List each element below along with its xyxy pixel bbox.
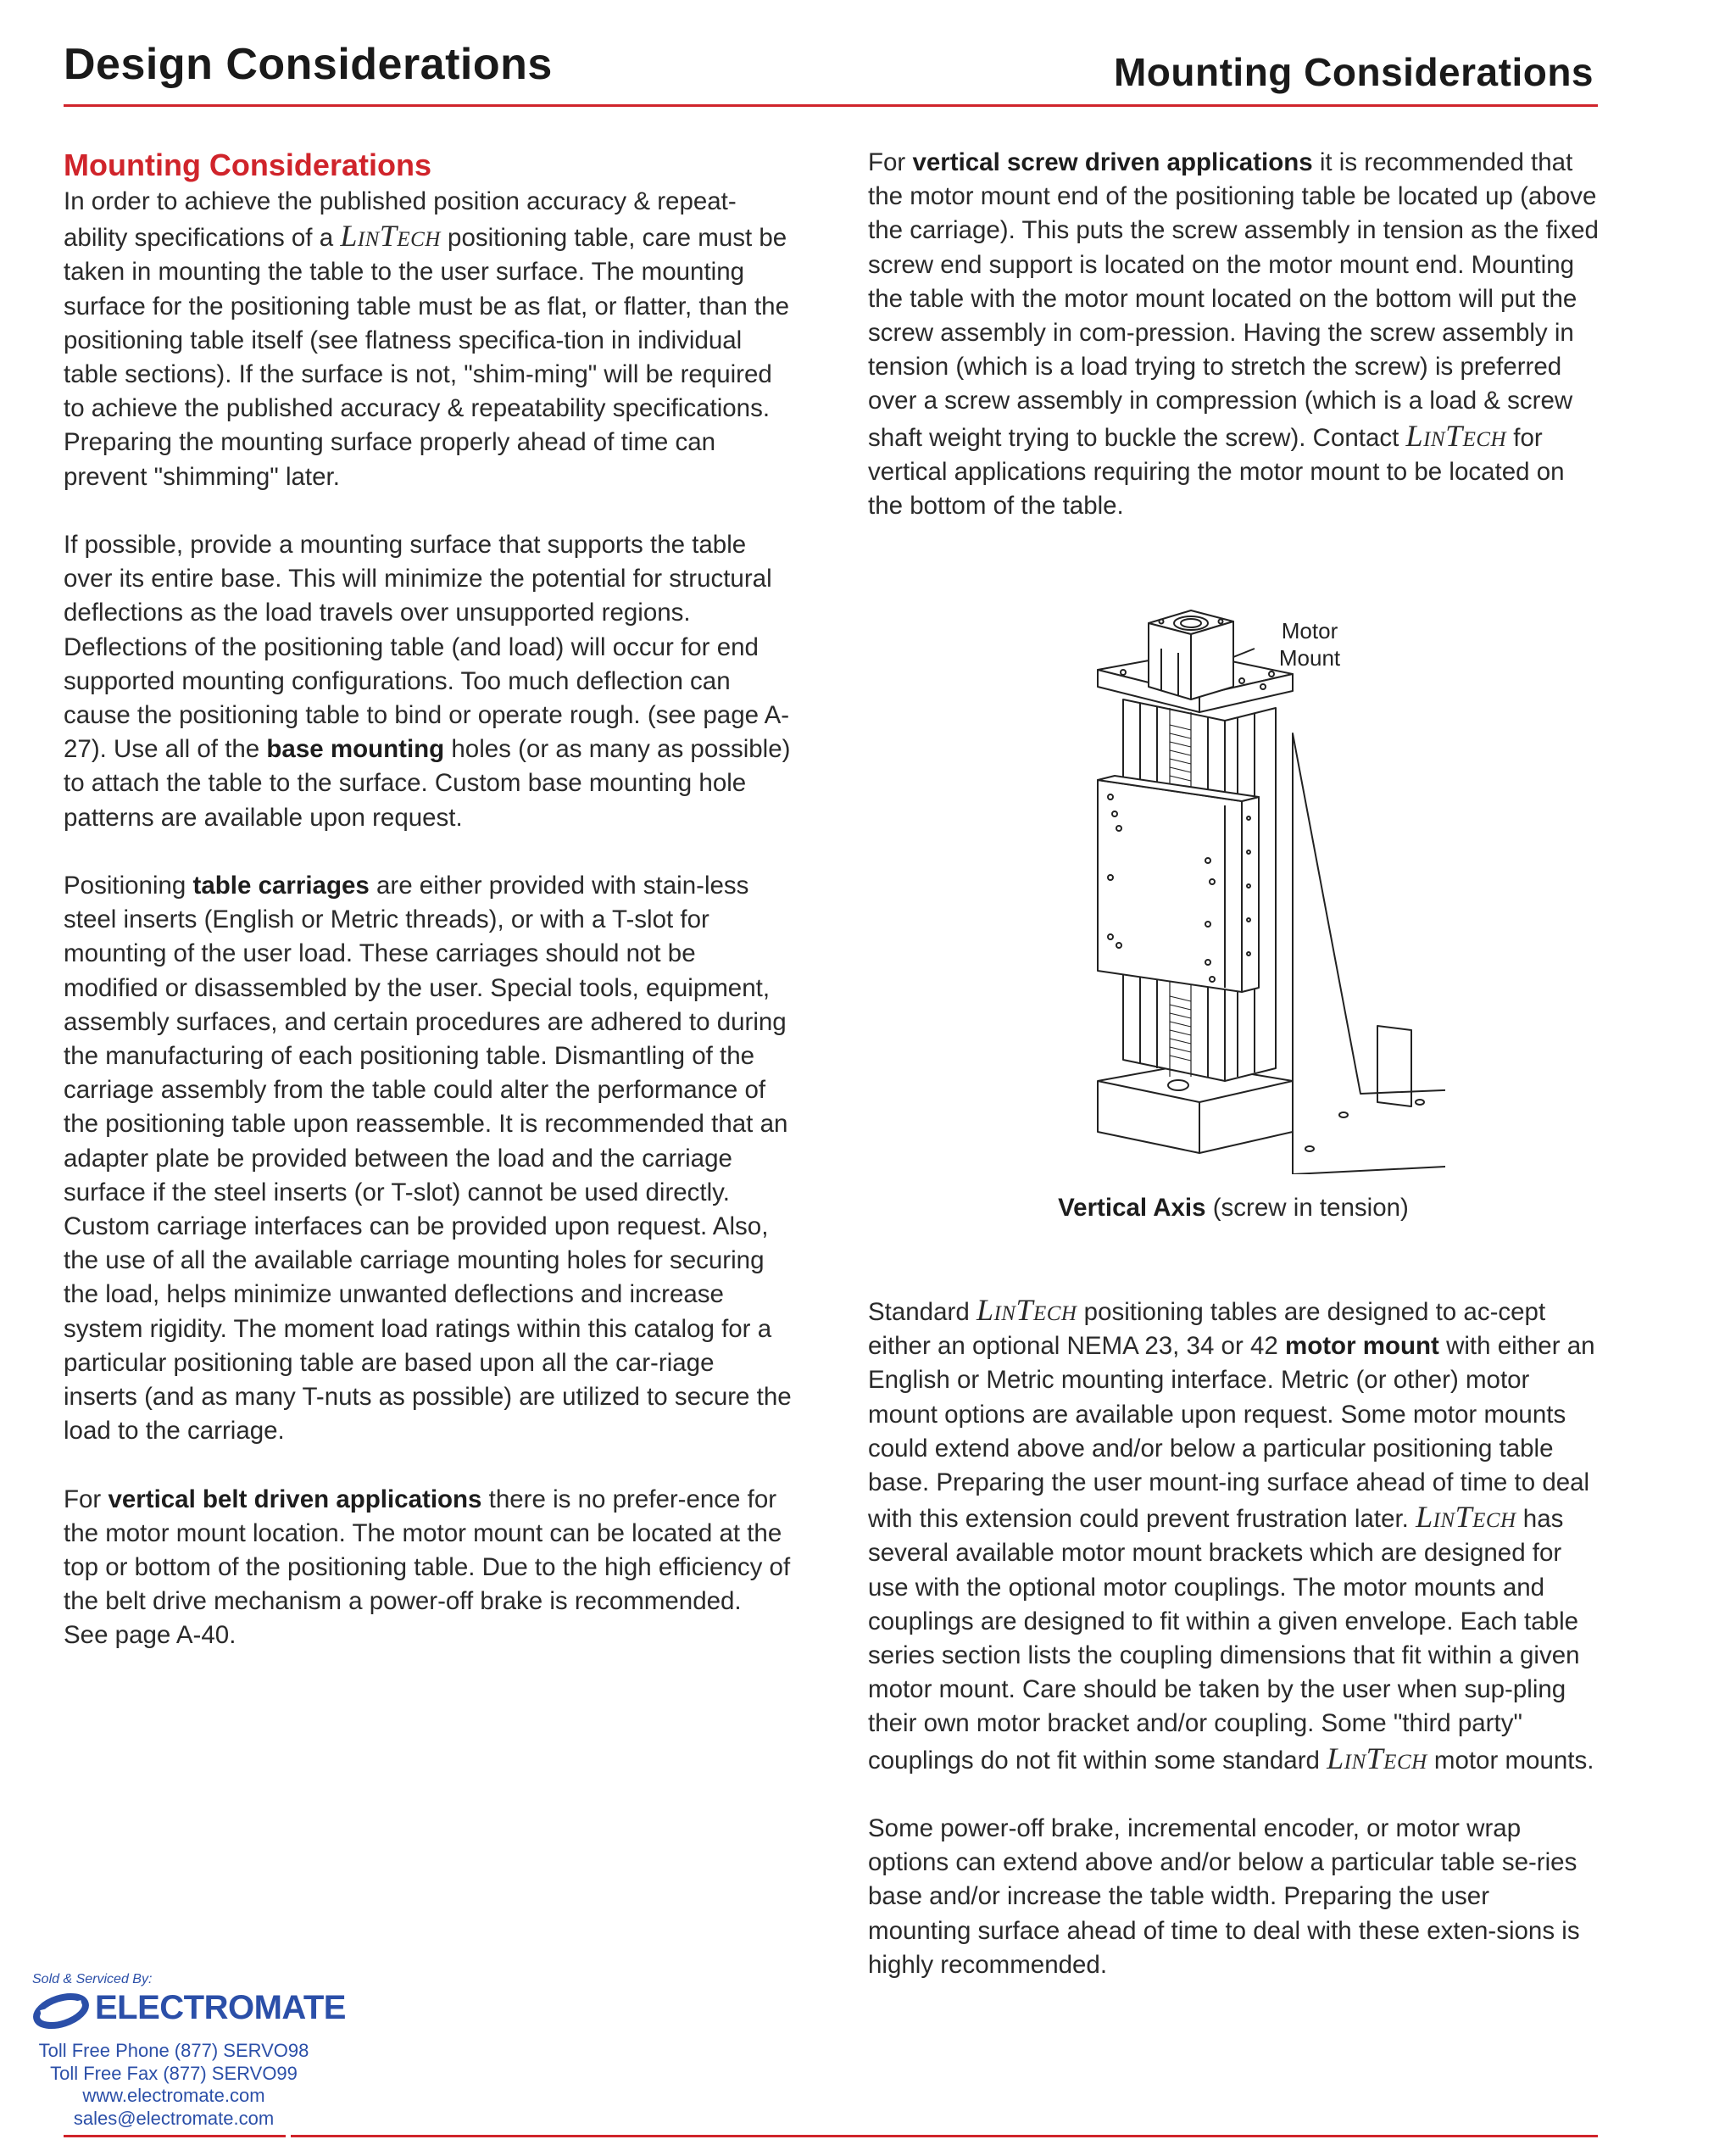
paragraph-carriages: Positioning table carriages are either provided with stain-less steel inserts (English or Metric threads), or with a T-slot for mounting of the user load. These carriages should not be modified or disassembled by the user. Special tools, equipment, assembly surfaces, and certain procedures are adhered to during the manufacturing of each positioning table. Dismantling of the carriage assembly from the table could alter the performance of the positioning table upon reassemble. It is recommended that an adapter plate be provided between the load and the carriage surface if the steel inserts (or T-slot) cannot be used directly. Custom carriage interfaces can be provided upon request. Also, the use of all the available carriage mounting holes for securing the load, helps minimize unwanted deflections and increase system rigidity. The moment load ratings within this catalog for a particular positioning table are based upon all the car-riage inserts (and as many T-nuts as possible) are utilized to secure the load to the carriage.	[64, 872, 792, 1446]
brand-name: LinTech	[340, 219, 441, 254]
sold-by-label: Sold & Serviced By:	[32, 1972, 153, 1986]
left-column	[64, 185, 793, 1687]
paragraph-surface-support: If possible, provide a mounting surface that supports the table over its entire base. This will minimize the potential for structural deflections as the load travels over unsupported regions. Deflections of the positioning table (and load) will occur for end supported mounting configurations. Too much deflection can cause the positioning table to bind or operate rough. (see page A-27). Use all of the base mounting holes (or as many as possible) to attach the table to the surface. Custom base mounting hole patterns are available upon request.	[64, 531, 791, 832]
toll-free-phone: Toll Free Phone (877) SERVO98	[38, 2040, 309, 2061]
electromate-logo-icon	[32, 1991, 92, 2030]
footer-divider-right	[291, 2135, 1598, 2137]
brand-name: LinTech	[1416, 1500, 1516, 1535]
vertical-axis-figure	[1089, 606, 1445, 1174]
brand-name: LinTech	[976, 1293, 1077, 1327]
paragraph-accuracy: In order to achieve the published position accuracy & repeat-ability specifications of a LinTech positioning table, care must be taken in mounting the table to the user surface. The mounting surface for the positioning table must be as flat, or flatter, than the positioning table itself (see flatness specifica-tion in individual table sections). If the surface is not, "shim-ming" will be required to achieve the published accuracy & repeatability specifications. Preparing the mounting surface properly ahead of time can prevent "shimming" later.	[64, 187, 789, 491]
figure-caption: Vertical Axis (screw in tension)	[1058, 1194, 1409, 1222]
contact-info	[17, 2040, 331, 2130]
right-column	[868, 146, 1599, 557]
footer-divider-left	[64, 2135, 286, 2137]
email-link[interactable]: sales@electromate.com	[73, 2107, 275, 2129]
toll-free-fax: Toll Free Fax (877) SERVO99	[50, 2062, 298, 2084]
paragraph-belt-driven: For vertical belt driven applications there is no prefer-ence for the motor mount location. The motor mount can be located at the top or bottom of the positioning table. Due to the high efficiency of the belt drive mechanism a power-off brake is recommended. See page A-40.	[64, 1485, 791, 1650]
brand-name: LinTech	[1327, 1741, 1427, 1775]
page-header-title: Design Considerations	[64, 40, 553, 89]
website-link[interactable]: www.electromate.com	[82, 2085, 265, 2106]
paragraph-screw-driven: For vertical screw driven applications it is recommended that the motor mount end of the positioning table be located up (above the carriage). This puts the screw assembly in tension as the fixed screw end support is located on the motor mount end. Mounting the table with the motor mount located on the bottom will put the screw assembly in com-pression. Having the screw assembly in tension (which is a load trying to stretch the screw) is preferred over a screw assembly in compression (which is a load & screw shaft weight trying to buckle the screw). Contact LinTech for vertical applications requiring the motor mount to be located on the bottom of the table.	[868, 148, 1599, 521]
page-section-title: Mounting Considerations	[1113, 50, 1594, 94]
electromate-logo-text: ELECTROMATE	[95, 1989, 346, 2026]
header-divider	[64, 104, 1598, 107]
figure-label-motor-mount: Motor Mount	[1278, 618, 1341, 671]
paragraph-options: Some power-off brake, incremental encoder, or motor wrap options can extend above and/or below a particular table se-ries base and/or increase the table width. Preparing the user mounting surface ahead of time to deal with these exten-sions is highly recommended.	[868, 1814, 1580, 1979]
brand-name: LinTech	[1405, 418, 1507, 453]
section-heading: Mounting Considerations	[64, 148, 431, 182]
paragraph-motor-mount: Standard LinTech positioning tables are designed to ac-cept either an optional NEMA 23, 34 or 42 motor mount with either an English or Metric mounting interface. Metric (or other) motor mount options are available upon request. Some motor mounts could extend above and/or below a particular positioning table base. Preparing the user mount-ing surface ahead of time to deal with this extension could prevent frustration later. LinTech has several available motor mount brackets which are designed for use with the optional motor couplings. The motor mounts and couplings are designed to fit within a given envelope. Each table series section lists the coupling dimensions that fit within a given motor mount. Care should be taken by the user when sup-pling their own motor bracket and/or coupling. Some "third party" couplings do not fit within some standard LinTech motor mounts.	[868, 1293, 1595, 1775]
right-column-lower	[868, 1293, 1599, 2016]
